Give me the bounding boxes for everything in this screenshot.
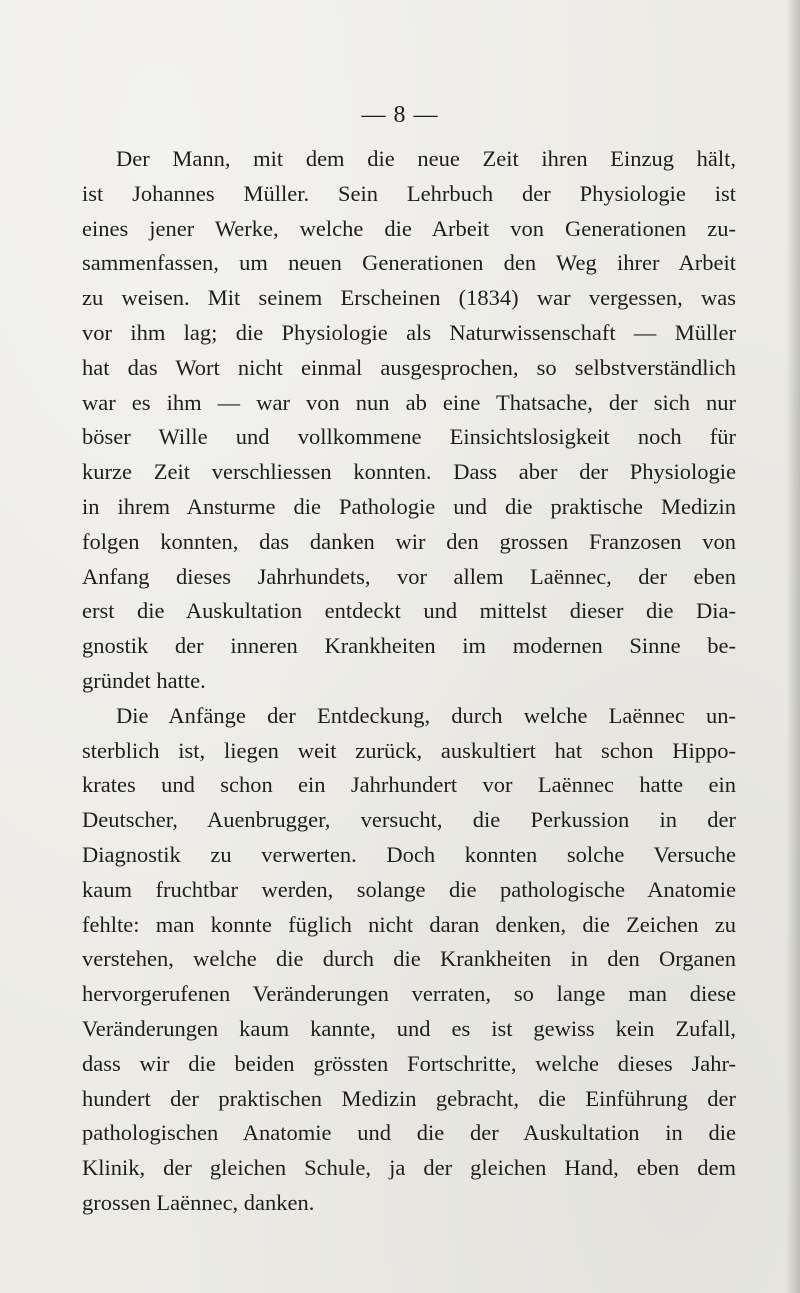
text-line: Diagnostik zu verwerten. Doch konnten solche Versuche xyxy=(82,841,736,867)
text-line: pathologischen Anatomie und die der Auskultation in die xyxy=(82,1120,736,1146)
text-line: folgen konnten, das danken wir den grossen Franzosen von xyxy=(82,528,736,554)
page-edge-shadow xyxy=(786,0,800,1293)
text-line: vor ihm lag; die Physiologie als Naturwissenschaft — Müller xyxy=(82,319,736,345)
text-line: ist Johannes Müller. Sein Lehrbuch der Physiologie ist xyxy=(82,180,736,206)
text-line: erst die Auskultation entdeckt und mittelst dieser die Dia- xyxy=(82,598,736,624)
text-line: hundert der praktischen Medizin gebracht, die Einführung der xyxy=(82,1085,736,1111)
text-line: Veränderungen kaum kannte, und es ist gewiss kein Zufall, xyxy=(82,1015,736,1041)
text-line: krates und schon ein Jahrhundert vor Laënnec hatte ein xyxy=(82,772,736,798)
text-line: fehlte: man konnte füglich nicht daran denken, die Zeichen zu xyxy=(82,911,736,937)
text-line: Klinik, der gleichen Schule, ja der gleichen Hand, eben dem xyxy=(82,1155,736,1181)
text-line: Der Mann, mit dem die neue Zeit ihren Einzug hält, xyxy=(116,146,736,171)
body-text xyxy=(82,142,736,1221)
text-line: dass wir die beiden grössten Fortschritte, welche dieses Jahr- xyxy=(82,1050,736,1076)
text-line: grossen Laënnec, danken. xyxy=(82,1189,315,1215)
paragraph-2 xyxy=(82,699,736,1221)
page-number: — 8 — xyxy=(361,102,439,128)
text-line: gnostik der inneren Krankheiten im modernen Sinne be- xyxy=(82,633,736,659)
text-line: gründet hatte. xyxy=(82,667,206,693)
text-line: Deutscher, Auenbrugger, versucht, die Perkussion in der xyxy=(82,807,736,833)
text-line: verstehen, welche die durch die Krankheiten in den Organen xyxy=(82,946,736,972)
text-line: in ihrem Ansturme die Pathologie und die praktische Medizin xyxy=(82,493,736,519)
text-line: eines jener Werke, welche die Arbeit von Generationen zu- xyxy=(82,215,736,241)
text-line: sammenfassen, um neuen Generationen den Weg ihrer Arbeit xyxy=(82,250,736,276)
text-line: böser Wille und vollkommene Einsichtslosigkeit noch für xyxy=(82,424,736,450)
text-line: kurze Zeit verschliessen konnten. Dass aber der Physiologie xyxy=(82,459,736,485)
text-line: war es ihm — war von nun ab eine Thatsache, der sich nur xyxy=(82,389,736,415)
text-line: Die Anfänge der Entdeckung, durch welche Laënnec un- xyxy=(116,702,736,728)
text-line: Anfang dieses Jahrhundets, vor allem Laënnec, der eben xyxy=(82,563,736,589)
paragraph-1 xyxy=(82,142,736,699)
text-line: zu weisen. Mit seinem Erscheinen (1834) war vergessen, was xyxy=(82,285,736,311)
text-line: hervorgerufenen Veränderungen verraten, so lange man diese xyxy=(82,981,736,1007)
text-line: kaum fruchtbar werden, solange die pathologische Anatomie xyxy=(82,876,736,902)
text-line: sterblich ist, liegen weit zurück, auskultiert hat schon Hippo- xyxy=(82,737,736,763)
text-line: hat das Wort nicht einmal ausgesprochen, so selbstverständlich xyxy=(82,354,736,380)
